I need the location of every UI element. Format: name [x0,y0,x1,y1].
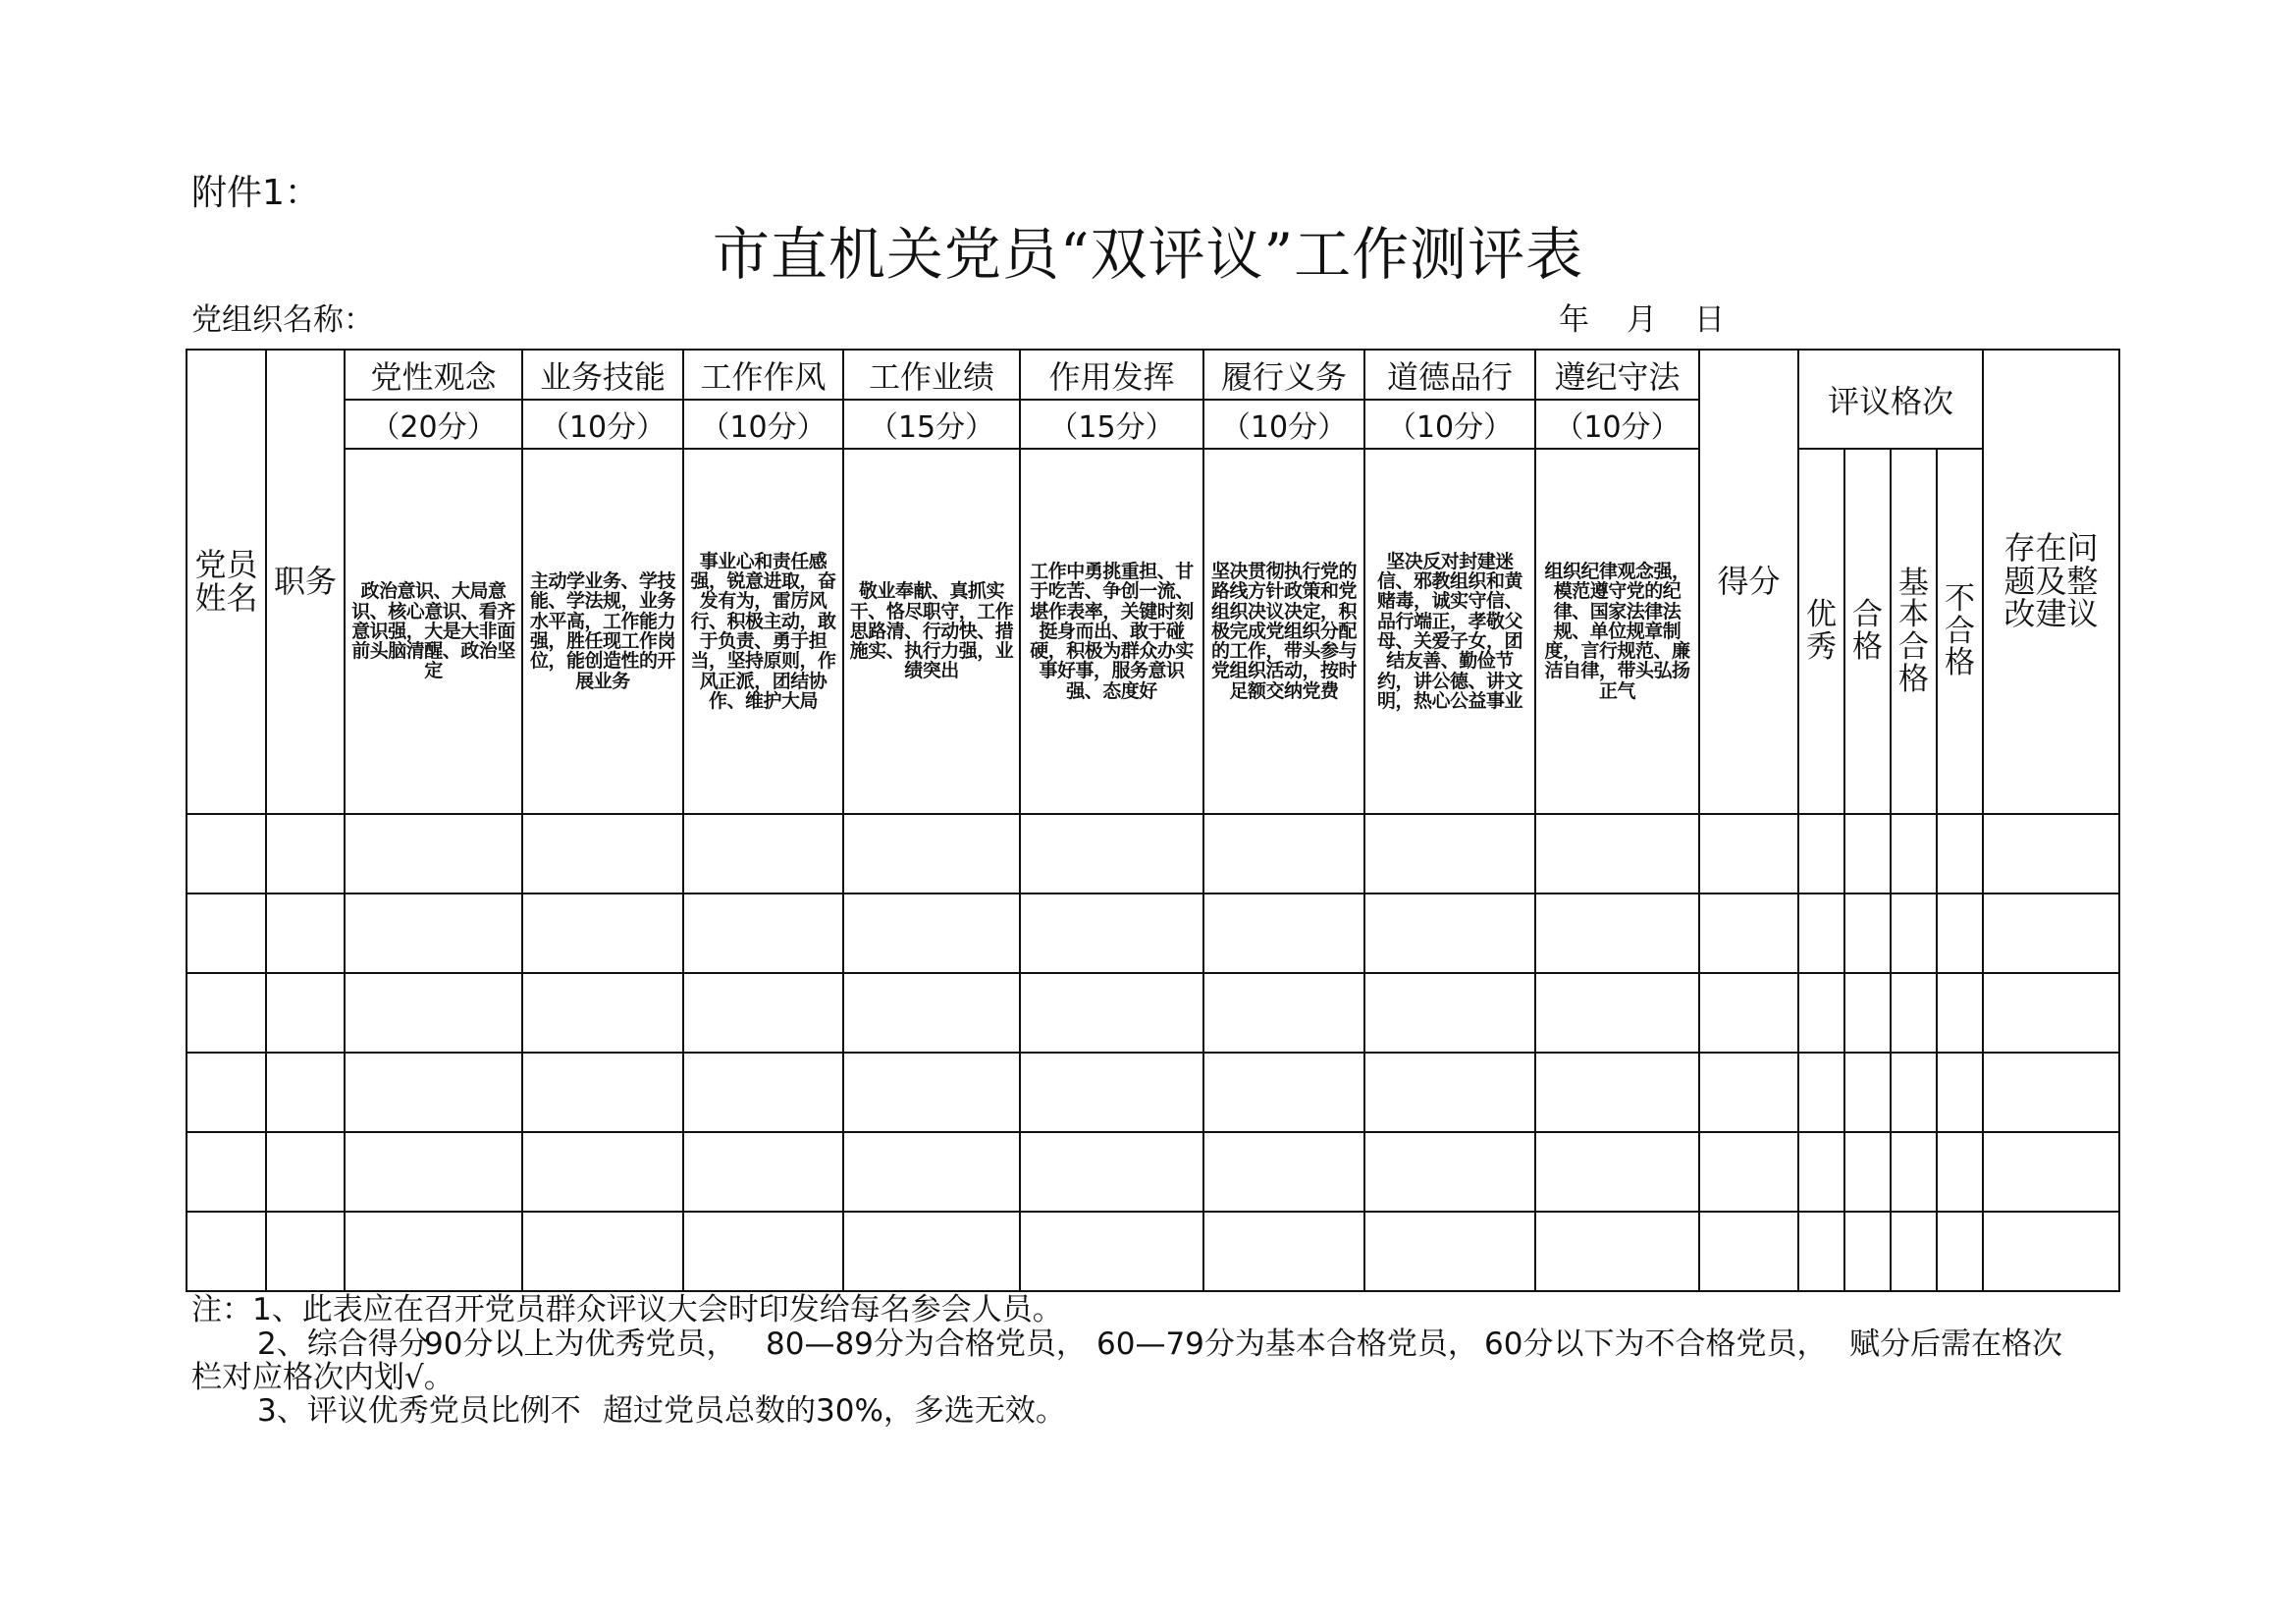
cell-input[interactable] [1983,814,2119,893]
table-row [187,893,2119,973]
cell-input[interactable] [1020,1212,1203,1291]
note-line-4a: 3、评议优秀党员比例不 [257,1393,581,1429]
cell-input[interactable] [522,1132,683,1212]
evaluation-table [186,349,2120,1292]
criterion-description: 敬业奉献、真抓实干、恪尽职守，工作思路清、行动快、措施实、执行力强，业绩突出 [843,449,1020,814]
cell-input[interactable] [843,814,1020,893]
cell-input[interactable] [187,893,266,973]
criterion-points: （10分） [522,400,683,449]
criterion-points: （15分） [1020,400,1203,449]
cell-input[interactable] [1844,814,1891,893]
date-year: 年 [1559,302,1589,338]
cell-input[interactable] [1983,973,2119,1053]
table-row [187,1212,2119,1291]
cell-input[interactable] [843,893,1020,973]
grade-basically-qualified: 基 本 合 格 [1891,449,1937,814]
col-grade-header: 评议格次 [1798,350,1983,449]
grade-qualified: 合 格 [1844,449,1891,814]
cell-input[interactable] [1891,1132,1937,1212]
cell-input[interactable] [187,1212,266,1291]
cell-input[interactable] [1937,1212,1983,1291]
criterion-points: （20分） [345,400,522,449]
cell-input[interactable] [1699,1132,1798,1212]
criterion-name: 党性观念 [345,350,522,400]
cell-input[interactable] [1798,1212,1844,1291]
cell-input[interactable] [1699,1212,1798,1291]
cell-input[interactable] [1798,973,1844,1053]
cell-input[interactable] [1364,1132,1535,1212]
cell-input[interactable] [1535,1053,1699,1132]
cell-input[interactable] [683,814,843,893]
cell-input[interactable] [522,893,683,973]
grade-excellent: 优 秀 [1798,449,1844,814]
criterion-description: 坚决反对封建迷信、邪教组织和黄赌毒，诚实守信、品行端正，孝敬父母、关爱子女，团结友善、勤俭节约，讲公德、讲文明，热心公益事业 [1364,449,1535,814]
cell-input[interactable] [1535,893,1699,973]
criterion-name: 工作作风 [683,350,843,400]
cell-input[interactable] [683,1053,843,1132]
cell-input[interactable] [1798,1053,1844,1132]
cell-input[interactable] [1983,893,2119,973]
note-line-2c: 80—89分为合格党员， [766,1326,1087,1362]
cell-input[interactable] [266,973,345,1053]
cell-input[interactable] [1535,814,1699,893]
table-row [187,1053,2119,1132]
date-label [1559,295,1762,339]
criterion-name: 履行义务 [1203,350,1364,400]
cell-input[interactable] [522,973,683,1053]
criterion-points: （10分） [1535,400,1699,449]
cell-input[interactable] [1983,1212,2119,1291]
cell-input[interactable] [1891,973,1937,1053]
cell-input[interactable] [1844,1132,1891,1212]
cell-input[interactable] [345,973,522,1053]
cell-input[interactable] [522,814,683,893]
cell-input[interactable] [266,1053,345,1132]
cell-input[interactable] [843,973,1020,1053]
cell-input[interactable] [345,1053,522,1132]
cell-input[interactable] [187,814,266,893]
org-name-label: 党组织名称： [191,302,374,338]
cell-input[interactable] [266,1132,345,1212]
cell-input[interactable] [1891,814,1937,893]
criterion-description: 组织纪律观念强，模范遵守党的纪律、国家法律法规、单位规章制度，言行规范、廉洁自律，带头弘扬正气 [1535,449,1699,814]
cell-input[interactable] [843,1053,1020,1132]
cell-input[interactable] [683,1132,843,1212]
cell-input[interactable] [187,973,266,1053]
cell-input[interactable] [345,814,522,893]
note-line-2a: 2、综合得分 [257,1326,429,1362]
cell-input[interactable] [266,1212,345,1291]
cell-input[interactable] [1891,1053,1937,1132]
cell-input[interactable] [1364,814,1535,893]
note-line-2e: 60分以下为不合格党员， [1484,1326,1828,1362]
cell-input[interactable] [345,1212,522,1291]
cell-input[interactable] [1798,1132,1844,1212]
cell-input[interactable] [1699,1053,1798,1132]
cell-input[interactable] [683,973,843,1053]
note-line-4b: 超过党员总数的30%，多选无效。 [603,1393,1066,1429]
cell-input[interactable] [345,1132,522,1212]
criterion-points: （10分） [1364,400,1535,449]
cell-input[interactable] [1844,893,1891,973]
cell-input[interactable] [1699,973,1798,1053]
criterion-description: 政治意识、大局意识、核心意识、看齐意识强，大是大非面前头脑清醒、政治坚定 [345,449,522,814]
cell-input[interactable] [1020,1132,1203,1212]
cell-input[interactable] [187,1053,266,1132]
grade-unqualified: 不 合 格 [1937,449,1983,814]
criterion-name: 业务技能 [522,350,683,400]
cell-input[interactable] [1891,893,1937,973]
cell-input[interactable] [1535,1132,1699,1212]
cell-input[interactable] [1798,893,1844,973]
cell-input[interactable] [683,1212,843,1291]
criterion-points: （10分） [1203,400,1364,449]
cell-input[interactable] [1364,1212,1535,1291]
cell-input[interactable] [1203,814,1364,893]
cell-input[interactable] [1203,1053,1364,1132]
cell-input[interactable] [1203,973,1364,1053]
cell-input[interactable] [1937,893,1983,973]
table-row [187,814,2119,893]
cell-input[interactable] [1020,814,1203,893]
criterion-name: 作用发挥 [1020,350,1203,400]
cell-input[interactable] [266,814,345,893]
col-position: 职务 [266,350,345,814]
cell-input[interactable] [843,1212,1020,1291]
note-line-1: 注：1、此表应在召开党员群众评议大会时印发给每名参会人员。 [191,1292,1063,1327]
cell-input[interactable] [1699,893,1798,973]
cell-input[interactable] [1364,1053,1535,1132]
table-row [187,973,2119,1053]
cell-input[interactable] [1937,814,1983,893]
cell-input[interactable] [1203,1212,1364,1291]
cell-input[interactable] [1937,973,1983,1053]
attachment-label: 附件1： [191,173,320,213]
cell-input[interactable] [266,893,345,973]
cell-input[interactable] [1535,973,1699,1053]
cell-input[interactable] [1937,1053,1983,1132]
cell-input[interactable] [1020,1053,1203,1132]
criterion-name: 遵纪守法 [1535,350,1699,400]
criterion-points: （10分） [683,400,843,449]
cell-input[interactable] [522,1053,683,1132]
col-issues: 存在问 题及整 改建议 [1983,350,2119,814]
cell-input[interactable] [1891,1212,1937,1291]
note-line-2b: 90分以上为优秀党员， [424,1326,737,1362]
note-line-2f: 赋分后需在格次 [1849,1326,2062,1362]
col-member-name: 党员 姓名 [187,350,266,814]
date-day: 日 [1694,302,1725,338]
cell-input[interactable] [187,1132,266,1212]
date-month: 月 [1627,302,1657,338]
cell-input[interactable] [1364,893,1535,973]
cell-input[interactable] [1203,1132,1364,1212]
table-row [187,1132,2119,1212]
cell-input[interactable] [1699,814,1798,893]
cell-input[interactable] [1844,1212,1891,1291]
page-title: 市直机关党员“双评议”工作测评表 [712,221,1584,288]
criterion-description: 主动学业务、学技能、学法规，业务水平高，工作能力强，胜任现工作岗位，能创造性的开展业务 [522,449,683,814]
cell-input[interactable] [522,1212,683,1291]
col-score: 得分 [1699,350,1798,814]
criterion-description: 事业心和责任感强，锐意进取，奋发有为，雷厉风行、积极主动，敢于负责、勇于担当，坚持原则，作风正派，团结协作、维护大局 [683,449,843,814]
cell-input[interactable] [1983,1053,2119,1132]
note-line-2d: 60—79分为基本合格党员， [1096,1326,1478,1362]
note-line-3: 栏对应格次内划√。 [191,1360,454,1395]
cell-input[interactable] [1535,1212,1699,1291]
cell-input[interactable] [1364,973,1535,1053]
cell-input[interactable] [1937,1132,1983,1212]
cell-input[interactable] [1020,973,1203,1053]
criterion-description: 工作中勇挑重担、甘于吃苦、争创一流、堪作表率，关键时刻挺身而出、敢于碰硬，积极为群众办实事好事，服务意识强、态度好 [1020,449,1203,814]
cell-input[interactable] [683,893,843,973]
criterion-name: 工作业绩 [843,350,1020,400]
cell-input[interactable] [1203,893,1364,973]
cell-input[interactable] [1798,814,1844,893]
criterion-description: 坚决贯彻执行党的路线方针政策和党组织决议决定，积极完成党组织分配的工作，带头参与党组织活动，按时足额交纳党费 [1203,449,1364,814]
cell-input[interactable] [1844,1053,1891,1132]
criterion-name: 道德品行 [1364,350,1535,400]
cell-input[interactable] [1983,1132,2119,1212]
cell-input[interactable] [345,893,522,973]
cell-input[interactable] [1844,973,1891,1053]
cell-input[interactable] [843,1132,1020,1212]
cell-input[interactable] [1020,893,1203,973]
criterion-points: （15分） [843,400,1020,449]
